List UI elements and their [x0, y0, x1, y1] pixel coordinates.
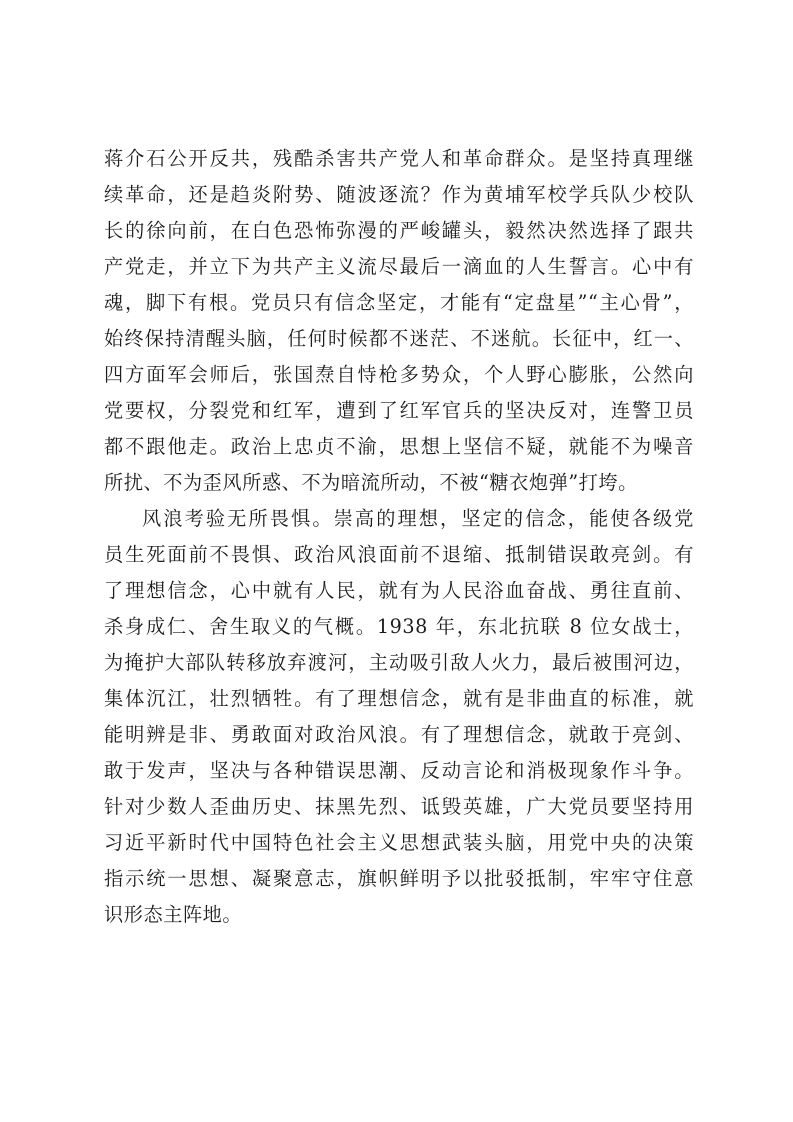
text-line: 指示统一思想、凝聚意志，旗帜鲜明予以批驳抵制，牢牢守住意 [104, 867, 694, 890]
text-line: 为掩护大部队转移放弃渡河，主动吸引敌人火力，最后被围河边， [104, 651, 694, 674]
paragraph-2 [104, 501, 694, 933]
text-line: 都不跟他走。政治上忠贞不渝，思想上坚信不疑，就能不为噪音 [104, 435, 694, 458]
text-line: 产党走，并立下为共产主义流尽最后一滴血的人生誓言。心中有 [104, 255, 694, 278]
text-line: 了理想信念，心中就有人民，就有为人民浴血奋战、勇往直前、 [104, 579, 694, 602]
text-line: 能明辨是非、勇敢面对政治风浪。有了理想信念，就敢于亮剑、 [104, 723, 694, 746]
text-line: 始终保持清醒头脑，任何时候都不迷茫、不迷航。长征中，红一、 [104, 327, 694, 350]
text-line: 风浪考验无所畏惧。崇高的理想，坚定的信念，能使各级党 [142, 507, 694, 530]
text-line: 杀身成仁、舍生取义的气概。1938 年，东北抗联 8 位女战士， [104, 615, 694, 638]
text-line: 集体沉江，壮烈牺牲。有了理想信念，就有是非曲直的标准，就 [104, 687, 694, 710]
body-text [104, 141, 694, 933]
text-line: 魂，脚下有根。党员只有信念坚定，才能有“定盘星”“主心骨”， [104, 291, 694, 314]
text-line: 所扰、不为歪风所惑、不为暗流所动，不被“糖衣炮弹”打垮。 [104, 471, 638, 494]
text-line: 敢于发声，坚决与各种错误思潮、反动言论和消极现象作斗争。 [104, 759, 694, 782]
text-line: 习近平新时代中国特色社会主义思想武装头脑，用党中央的决策 [104, 831, 694, 854]
text-line: 员生死面前不畏惧、政治风浪面前不退缩、抵制错误敢亮剑。有 [104, 543, 694, 566]
text-line: 党要权，分裂党和红军，遭到了红军官兵的坚决反对，连警卫员 [104, 399, 694, 422]
text-line: 四方面军会师后，张国焘自恃枪多势众，个人野心膨胀，公然向 [104, 363, 694, 386]
text-line: 续革命，还是趋炎附势、随波逐流？作为黄埔军校学兵队少校队 [104, 183, 694, 206]
text-line: 长的徐向前，在白色恐怖弥漫的严峻罐头，毅然决然选择了跟共 [104, 219, 694, 242]
paragraph-1 [104, 141, 694, 501]
text-line: 蒋介石公开反共，残酷杀害共产党人和革命群众。是坚持真理继 [104, 147, 694, 170]
text-line: 识形态主阵地。 [104, 903, 243, 926]
text-line: 针对少数人歪曲历史、抹黑先烈、诋毁英雄，广大党员要坚持用 [104, 795, 694, 818]
